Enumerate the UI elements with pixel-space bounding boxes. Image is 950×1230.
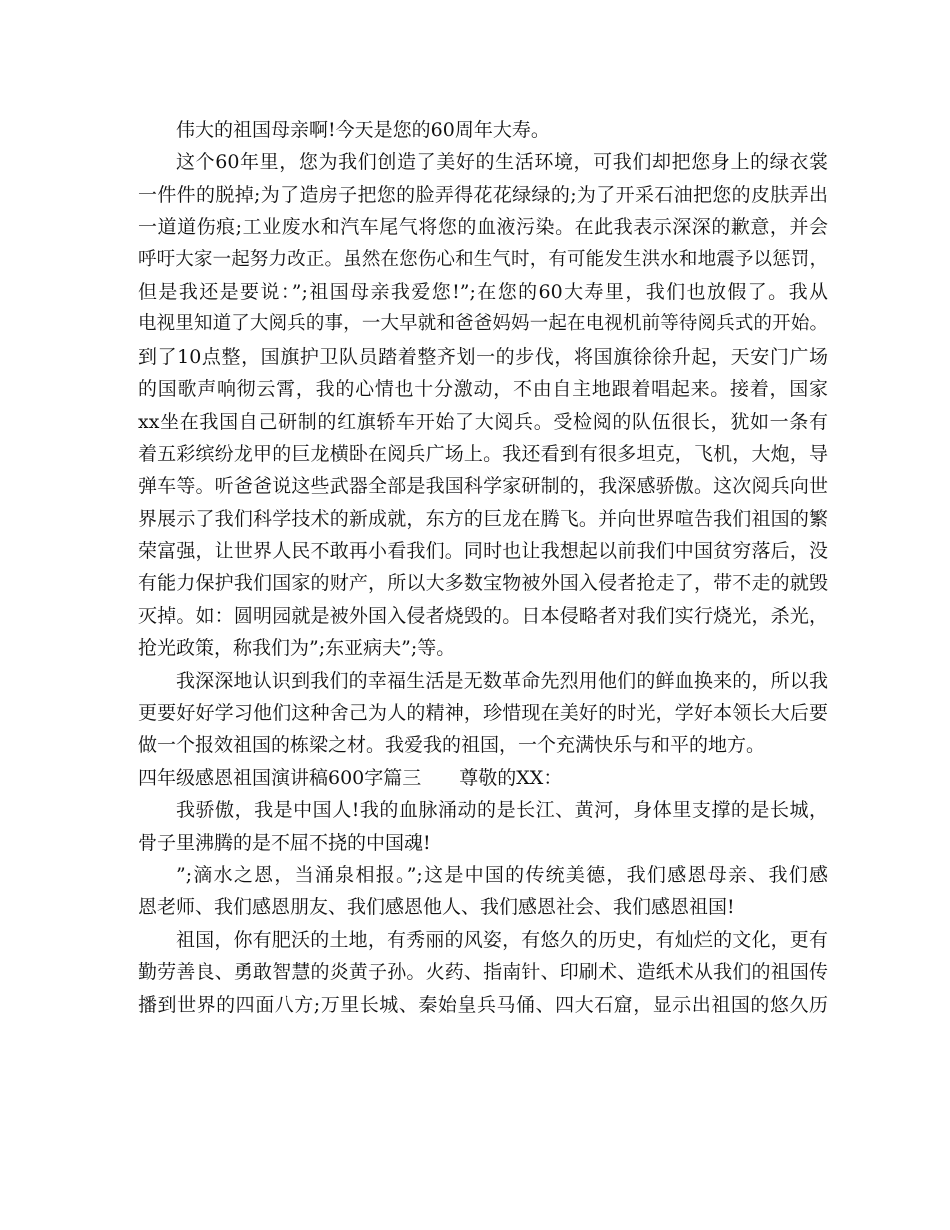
text-line: 祖国，你有肥沃的土地，有秀丽的风姿，有悠久的历史，有灿烂的文化，更有: [176, 928, 828, 951]
text-line: 的国歌声响彻云霄，我的心情也十分激动，不由自主地跟着唱起来。接着，国家: [138, 378, 828, 401]
text-line: 我深深地认识到我们的幸福生活是无数革命先烈用他们的鲜血换来的，所以我: [176, 669, 828, 692]
text-line: 播到世界的四面八方;万里长城、秦始皇兵马俑、四大石窟，显示出祖国的悠久历: [138, 993, 828, 1016]
text-line: 这个60年里，您为我们创造了美好的生活环境，可我们却把您身上的绿衣裳: [176, 151, 828, 174]
text-line: 伟大的祖国母亲啊!今天是您的60周年大寿。: [176, 119, 550, 141]
text-line: 四年级感恩祖国演讲稿600字篇三 尊敬的XX：: [138, 766, 563, 789]
text-line: 更要好好学习他们这种舍己为人的精神，珍惜现在美好的时光，学好本领长大后要: [138, 702, 828, 725]
text-line: 弹车等。听爸爸说这些武器全部是我国科学家研制的，我深感骄傲。这次阅兵向世: [138, 475, 828, 498]
text-line: 着五彩缤纷龙甲的巨龙横卧在阅兵广场上。我还看到有很多坦克，飞机，大炮，导: [138, 442, 828, 465]
text-line: 电视里知道了大阅兵的事，一大早就和爸爸妈妈一起在电视机前等待阅兵式的开始。: [138, 313, 828, 335]
text-line: 界展示了我们科学技术的新成就，东方的巨龙在腾飞。并向世界喧告我们祖国的繁: [138, 507, 828, 530]
text-line: 一件件的脱掉;为了造房子把您的脸弄得花花绿绿的;为了开采石油把您的皮肤弄出: [138, 183, 828, 206]
text-line: 我骄傲，我是中国人!我的血脉涌动的是长江、黄河，身体里支撑的是长城，: [176, 799, 828, 822]
text-line: 到了10点整，国旗护卫队员踏着整齐划一的步伐，将国旗徐徐升起，天安门广场: [138, 345, 828, 368]
text-line: 做一个报效祖国的栋梁之材。我爱我的祖国，一个充满快乐与和平的地方。: [138, 734, 766, 757]
text-line: 灭掉。如：圆明园就是被外国入侵者烧毁的。日本侵略者对我们实行烧光，杀光，: [138, 604, 828, 627]
text-line: 但是我还是要说：”;祖国母亲我爱您!”;在您的60大寿里，我们也放假了。我从: [138, 280, 828, 303]
text-line: 有能力保护我们国家的财产，所以大多数宝物被外国入侵者抢走了，带不走的就毁: [138, 572, 828, 595]
text-line: 勤劳善良、勇敢智慧的炎黄子孙。火药、指南针、印刷术、造纸术从我们的祖国传: [138, 961, 828, 984]
text-line: ”;滴水之恩，当涌泉相报。”;这是中国的传统美德，我们感恩母亲、我们感: [176, 863, 828, 886]
text-line: 呼吁大家一起努力改正。虽然在您伤心和生气时，有可能发生洪水和地震予以惩罚，: [138, 248, 828, 270]
text-line: 荣富强，让世界人民不敢再小看我们。同时也让我想起以前我们中国贫穷落后，没: [138, 540, 828, 563]
document-body: [138, 114, 828, 1021]
text-line: xx坐在我国自己研制的红旗轿车开始了大阅兵。受检阅的队伍很长，犹如一条有: [138, 410, 828, 433]
text-line: 一道道伤痕;工业废水和汽车尾气将您的血液污染。在此我表示深深的歉意，并会: [138, 216, 828, 239]
text-line: 抢光政策，称我们为”;东亚病夫”;等。: [138, 637, 456, 660]
text-line: 骨子里沸腾的是不屈不挠的中国魂!: [138, 831, 431, 854]
text-line: 恩老师、我们感恩朋友、我们感恩他人、我们感恩社会、我们感恩祖国!: [138, 896, 735, 919]
